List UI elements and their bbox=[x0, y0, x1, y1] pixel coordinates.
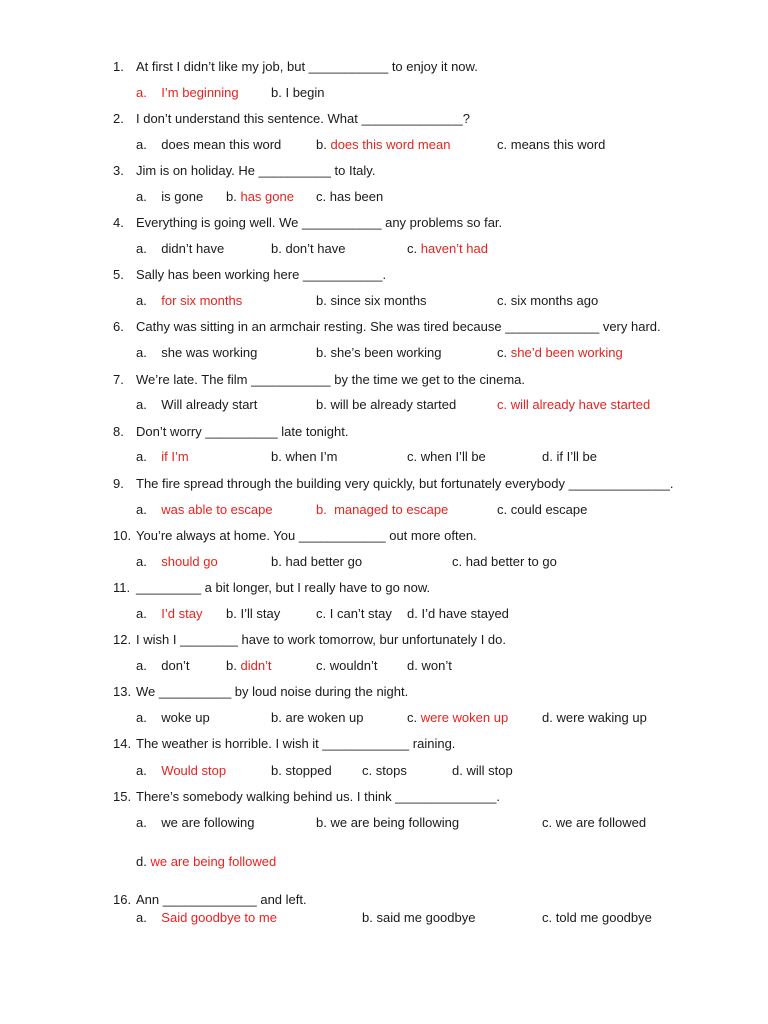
option-b: b. had better go bbox=[271, 554, 363, 569]
option-b: b. I begin bbox=[271, 85, 325, 100]
option-a: a. Will already start bbox=[136, 397, 258, 412]
option-c: c. means this word bbox=[497, 137, 606, 152]
option-a: a. she was working bbox=[136, 345, 258, 360]
option-b: b. said me goodbye bbox=[362, 910, 476, 925]
question-text: Ann _____________ and left. bbox=[136, 892, 307, 907]
option-b: b. she’s been working bbox=[316, 345, 442, 360]
option-d: d. we are being followed bbox=[136, 854, 277, 869]
question-text: Sally has been working here ___________. bbox=[136, 267, 387, 282]
option-c: c. told me goodbye bbox=[542, 910, 652, 925]
option-c: c. we are followed bbox=[542, 815, 647, 830]
question-text: Don’t worry __________ late tonight. bbox=[136, 424, 349, 439]
question-text: I wish I ________ have to work tomorrow, bur unfortunately I do. bbox=[136, 632, 506, 647]
option-b: b. has gone bbox=[226, 189, 294, 204]
option-a: a. didn’t have bbox=[136, 241, 225, 256]
question-number: 12. bbox=[113, 632, 132, 647]
option-a: a. does mean this word bbox=[136, 137, 282, 152]
option-d: d. will stop bbox=[452, 763, 513, 778]
option-c: c. will already have started bbox=[497, 397, 651, 412]
option-b: b. don’t have bbox=[271, 241, 346, 256]
option-b: b. since six months bbox=[316, 293, 427, 308]
question-number: 4. bbox=[113, 215, 124, 230]
option-d: d. won’t bbox=[407, 658, 452, 673]
option-c: c. when I’ll be bbox=[407, 449, 486, 464]
question-number: 5. bbox=[113, 267, 124, 282]
question-text: At first I didn’t like my job, but ___________ to enjoy it now. bbox=[136, 59, 478, 74]
question-text: We __________ by loud noise during the night. bbox=[136, 684, 409, 699]
question-number: 6. bbox=[113, 319, 124, 334]
option-a: a. Would stop bbox=[136, 763, 227, 778]
option-b: b. managed to escape bbox=[316, 502, 449, 517]
option-c: c. had better to go bbox=[452, 554, 557, 569]
option-c: c. could escape bbox=[497, 502, 588, 517]
question-text: The weather is horrible. I wish it ____________ raining. bbox=[136, 736, 456, 751]
option-c: c. has been bbox=[316, 189, 384, 204]
option-b: b. I’ll stay bbox=[226, 606, 281, 621]
question-text: Everything is going well. We ___________ any problems so far. bbox=[136, 215, 503, 230]
option-a: a. Said goodbye to me bbox=[136, 910, 277, 925]
option-a: a. we are following bbox=[136, 815, 255, 830]
option-a: a. I’m beginning bbox=[136, 85, 239, 100]
question-number: 2. bbox=[113, 111, 124, 126]
option-d: d. I’d have stayed bbox=[407, 606, 509, 621]
option-b: b. stopped bbox=[271, 763, 332, 778]
option-c: c. stops bbox=[362, 763, 407, 778]
question-number: 1. bbox=[113, 59, 124, 74]
option-a: a. woke up bbox=[136, 710, 210, 725]
option-c: c. I can’t stay bbox=[316, 606, 392, 621]
option-d: d. if I’ll be bbox=[542, 449, 597, 464]
option-a: a. was able to escape bbox=[136, 502, 273, 517]
question-number: 15. bbox=[113, 789, 132, 804]
question-number: 3. bbox=[113, 163, 124, 178]
question-number: 16. bbox=[113, 892, 132, 907]
question-text: _________ a bit longer, but I really have to go now. bbox=[136, 580, 431, 595]
option-a: a. don’t bbox=[136, 658, 190, 673]
question-number: 13. bbox=[113, 684, 132, 699]
question-number: 8. bbox=[113, 424, 124, 439]
question-text: You’re always at home. You ____________ out more often. bbox=[136, 528, 477, 543]
question-number: 7. bbox=[113, 372, 124, 387]
option-b: b. does this word mean bbox=[316, 137, 451, 152]
question-text: There’s somebody walking behind us. I think ______________. bbox=[136, 789, 501, 804]
question-number: 14. bbox=[113, 736, 132, 751]
option-c: c. were woken up bbox=[407, 710, 509, 725]
option-a: a. if I’m bbox=[136, 449, 189, 464]
question-text: We’re late. The film ___________ by the time we get to the cinema. bbox=[136, 372, 526, 387]
question-number: 10. bbox=[113, 528, 132, 543]
option-c: c. six months ago bbox=[497, 293, 599, 308]
option-a: a. for six months bbox=[136, 293, 243, 308]
option-b: b. are woken up bbox=[271, 710, 364, 725]
question-number: 11. bbox=[113, 580, 131, 595]
option-d: d. were waking up bbox=[542, 710, 647, 725]
option-c: c. wouldn’t bbox=[316, 658, 378, 673]
option-b: b. will be already started bbox=[316, 397, 457, 412]
question-text: I don’t understand this sentence. What ______________? bbox=[136, 111, 470, 126]
question-text: The fire spread through the building very quickly, but fortunately everybody ______________. bbox=[136, 476, 674, 491]
option-a: a. I’d stay bbox=[136, 606, 203, 621]
question-text: Jim is on holiday. He __________ to Italy. bbox=[136, 163, 376, 178]
option-a: a. should go bbox=[136, 554, 218, 569]
option-c: c. she’d been working bbox=[497, 345, 623, 360]
option-c: c. haven’t had bbox=[407, 241, 488, 256]
option-b: b. when I’m bbox=[271, 449, 338, 464]
question-text: Cathy was sitting in an armchair resting. She was tired because _____________ very hard. bbox=[136, 319, 661, 334]
question-number: 9. bbox=[113, 476, 124, 491]
option-b: b. we are being following bbox=[316, 815, 460, 830]
option-b: b. didn’t bbox=[226, 658, 272, 673]
option-a: a. is gone bbox=[136, 189, 204, 204]
